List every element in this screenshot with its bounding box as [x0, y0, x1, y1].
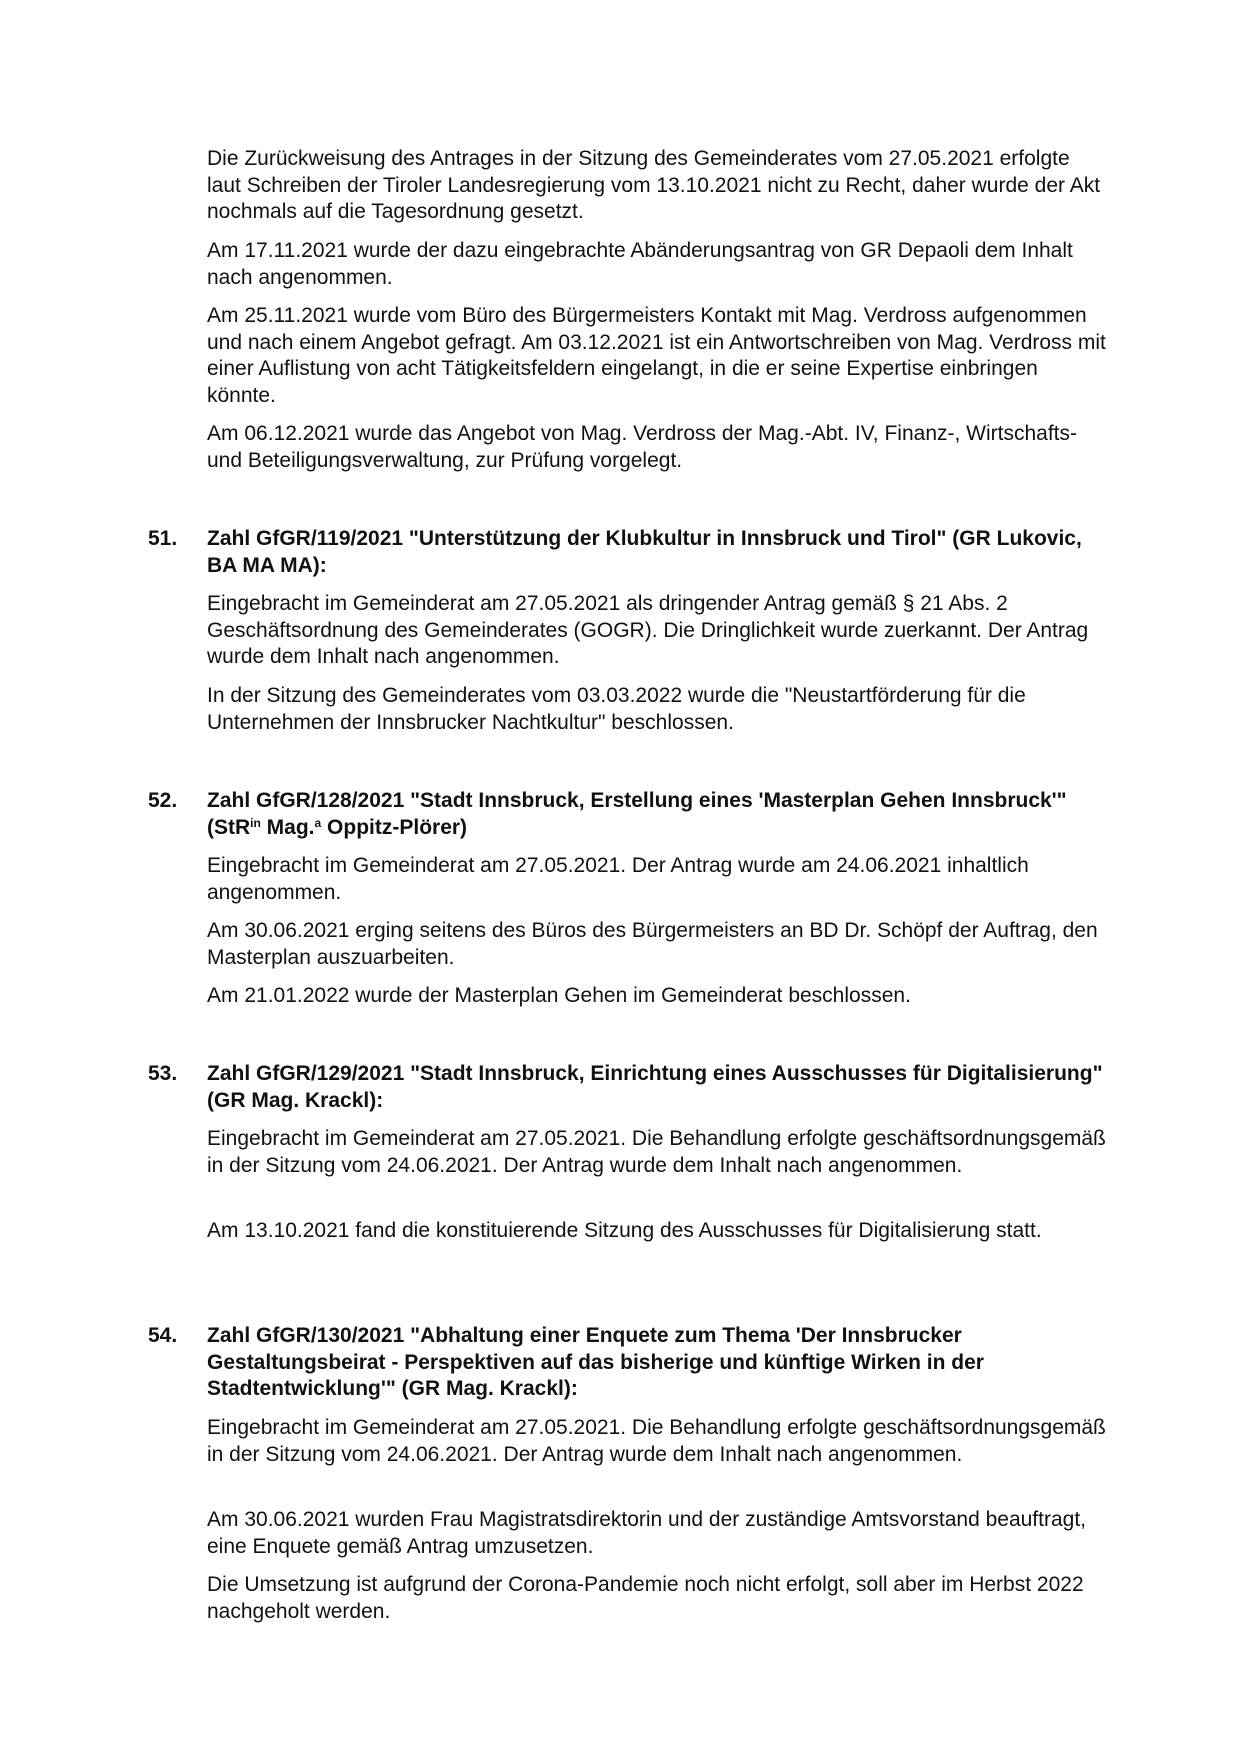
item-number: 52.: [148, 789, 178, 812]
item-number: 53.: [148, 1062, 178, 1085]
item-paragraph: Eingebracht im Gemeinderat am 27.05.2021. Die Behandlung erfolgte geschäftsordnungsgemäß in der Sitzung vom 24.06.2021. Der Antrag wurde dem Inhalt nach angenommen.: [207, 1127, 1106, 1177]
item-paragraph: Die Umsetzung ist aufgrund der Corona-Pandemie noch nicht erfolgt, soll aber im Herbst 2022 nachgeholt werden.: [207, 1573, 1084, 1623]
intro-paragraph: Die Zurückweisung des Antrages in der Sitzung des Gemeinderates vom 27.05.2021 erfolgte laut Schreiben der Tiroler Landesregierung vom 13.10.2021 nicht zu Recht, daher wurde der Akt nochmals auf die Tagesordnung gesetzt.: [207, 147, 1101, 223]
item-heading-54: [148, 1323, 1108, 1403]
item-paragraph: Eingebracht im Gemeinderat am 27.05.2021. Die Behandlung erfolgte geschäftsordnungsgemäß in der Sitzung vom 24.06.2021. Der Antrag wurde dem Inhalt nach angenommen.: [207, 1416, 1106, 1466]
item-title: Zahl GfGR/119/2021 "Unterstützung der Klubkultur in Innsbruck und Tirol" (GR Lukovic, BA MA MA):: [207, 527, 1082, 577]
item-title: Zahl GfGR/128/2021 "Stadt Innsbruck, Erstellung eines 'Masterplan Gehen Innsbruck'" (StR$^{in}$ Mag.$^a$ Oppitz-Plörer): [207, 789, 1067, 839]
item-paragraph: Am 30.06.2021 wurden Frau Magistratsdirektorin und der zuständige Amtsvorstand beauftragt, eine Enquete gemäß Antrag umzusetzen.: [207, 1508, 1086, 1558]
item-title: Zahl GfGR/130/2021 "Abhaltung einer Enquete zum Thema 'Der Innsbrucker Gestaltungsbeirat - Perspektiven auf das bisherige und künftige Wirken in der Stadtentwicklung'" (GR Mag. Krackl):: [207, 1324, 984, 1400]
intro-paragraph: Am 25.11.2021 wurde vom Büro des Bürgermeisters Kontakt mit Mag. Verdross aufgenommen und nach einem Angebot gefragt. Am 03.12.2021 ist ein Antwortschreiben von Mag. Verdross mit einer Auflistung von acht Tätigkeitsfeldern eingelangt, in die er seine Expertise einbringen könnte.: [207, 304, 1106, 407]
item-heading-52: [148, 788, 1108, 841]
item-heading-53: [148, 1061, 1108, 1114]
intro-paragraph: Am 17.11.2021 wurde der dazu eingebrachte Abänderungsantrag von GR Depaoli dem Inhalt nach angenommen.: [207, 239, 1073, 289]
item-number: 54.: [148, 1324, 178, 1347]
item-title: Zahl GfGR/129/2021 "Stadt Innsbruck, Einrichtung eines Ausschusses für Digitalisierung" (GR Mag. Krackl):: [207, 1062, 1103, 1112]
item-heading-51: [148, 526, 1108, 579]
item-paragraph: Eingebracht im Gemeinderat am 27.05.2021 als dringender Antrag gemäß § 21 Abs. 2 Geschäftsordnung des Gemeinderates (GOGR). Die Dringlichkeit wurde zuerkannt. Der Antrag wurde dem Inhalt nach angenommen.: [207, 592, 1089, 668]
item-number: 51.: [148, 527, 178, 550]
item-paragraph: Am 13.10.2021 fand die konstituierende Sitzung des Ausschusses für Digitalisierung statt.: [207, 1219, 1042, 1242]
item-paragraph: Am 21.01.2022 wurde der Masterplan Gehen im Gemeinderat beschlossen.: [207, 984, 911, 1007]
intro-paragraph: Am 06.12.2021 wurde das Angebot von Mag. Verdross der Mag.-Abt. IV, Finanz-, Wirtschafts- und Beteiligungsverwaltung, zur Prüfung vorgelegt.: [207, 422, 1077, 472]
item-paragraph: Eingebracht im Gemeinderat am 27.05.2021. Der Antrag wurde am 24.06.2021 inhaltlich angenommen.: [207, 854, 1029, 904]
item-paragraph: Am 30.06.2021 erging seitens des Büros des Bürgermeisters an BD Dr. Schöpf der Auftrag, den Masterplan auszuarbeiten.: [207, 919, 1098, 969]
item-paragraph: In der Sitzung des Gemeinderates vom 03.03.2022 wurde die "Neustartförderung für die Unternehmen der Innsbrucker Nachtkultur" beschlossen.: [207, 684, 1026, 734]
